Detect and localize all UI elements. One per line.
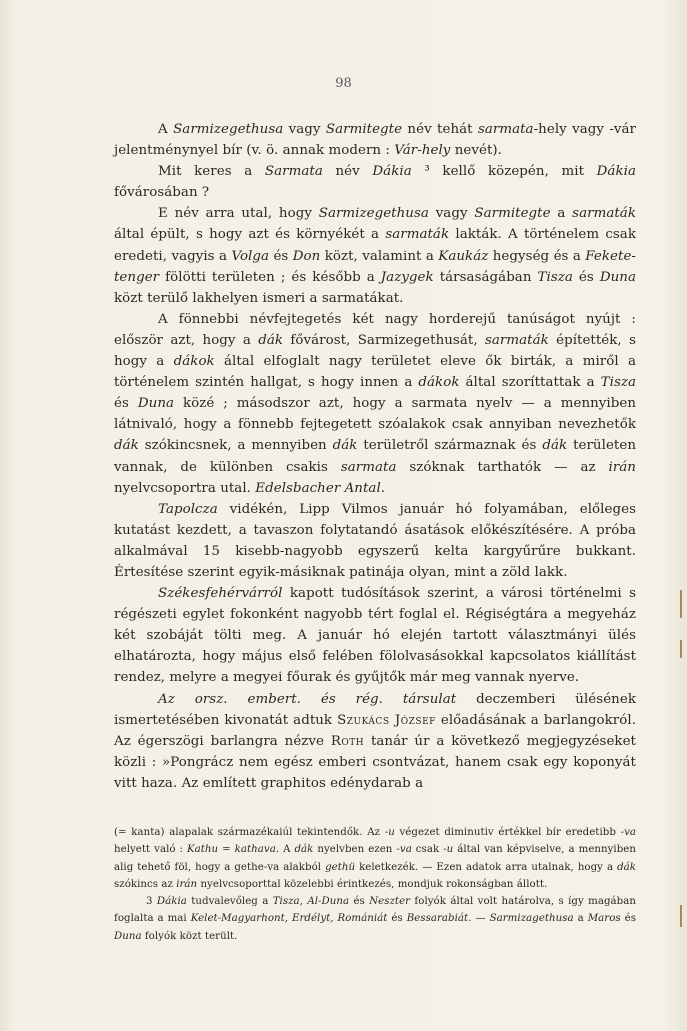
italic-run: Tisza (600, 375, 636, 391)
text-run: és (387, 913, 407, 925)
margin-mark (680, 640, 682, 658)
text-run: fővárost, Sarmizegethusát, (283, 332, 485, 348)
italic-run: Neszter (369, 896, 411, 908)
margin-mark (680, 590, 682, 618)
text-run: szókincsnek, a mennyiben (138, 438, 333, 454)
text-run: által van képviselve, a mennyiben alig tehető föl, hogy a gethe-va alakból (114, 844, 636, 873)
italic-run: Vár-hely (394, 143, 451, 159)
text-run: kapott tudósítások szerint, a városi történelmi s régészeti egylet fokonként nagyobb tért foglal el. Régiségtára a megyeház két szobáját tölti meg. A január hó elején tartott választmányi ülés elhatározta, hogy május első felében fölolvasásokkal kapcsolatos kiállítást rendez, melyre a megyei főurak és gyűjtők már meg vannak nyerve. (114, 586, 636, 686)
text-run: és (349, 896, 370, 908)
paragraph (114, 499, 636, 583)
text-run: 3 (146, 896, 157, 908)
italic-run: dák (294, 844, 314, 856)
text-run: területen vannak, de különben csakis (114, 438, 636, 475)
italic-run: dák (617, 861, 636, 873)
text-run: és (620, 913, 636, 925)
text-run: nyelvcsoportra utal. (114, 480, 256, 496)
footnote (114, 893, 636, 945)
text-run: vagy (283, 122, 326, 137)
italic-run: Kelet-Magyarhont, Erdélyt, Romániát (190, 913, 388, 925)
italic-run: Dákia (596, 164, 636, 180)
text-run: által elfoglalt nagy területet eleve ők birták, a miről a történelem szintén hallgat, s hogy innen a (114, 354, 637, 391)
text-run: helyett való : (114, 844, 187, 856)
text-run: vidékén, Lipp Vilmos január hó folyamában, előleges kutatást kezdett, a tavaszon folytatandó ásatások előkészítésére. A próba alkalmával 15 kisebb-nagyobb egyszerű kelta kargyűrűre bukkant. Értesítése szerint egyik-másiknak patinája olyan, mint a zöld lakk. (114, 501, 636, 580)
text-run: keletkezék. — Ezen adatok arra utalnak, hogy a (355, 861, 618, 873)
paragraph (114, 309, 636, 499)
italic-run: Kathu = kathava. (187, 844, 280, 856)
italic-run: sarmaták (572, 206, 636, 222)
italic-run: sarmata (477, 122, 534, 137)
text-run: végezet diminutiv értékkel bír eredetibb (394, 827, 621, 838)
text-run: tanár úr a következő megjegyzéseket közli : »Pongrácz nem egész emberi csontvázat, hanem csak egy koponyát vitt haza. Az említett graphitos edénydarab a (114, 733, 636, 791)
italic-run: -u (384, 827, 395, 838)
text-run: Mit keres a (158, 164, 265, 180)
text-run: lakták. A történelem csak eredeti, vagyis a (114, 227, 636, 264)
main-text (114, 119, 636, 794)
italic-run: Dákia (156, 896, 187, 908)
text-run: deczemberi ülésének ismertetésében kivonatát adtuk (114, 691, 636, 728)
text-run: folyók által volt határolva, s így magában foglalta a mai (114, 896, 636, 925)
text-run: , (299, 896, 308, 908)
italic-run: Al-Duna (307, 896, 350, 908)
name-run: Roth (330, 733, 365, 749)
page-number: 98 (335, 76, 352, 91)
italic-run: Fekete-tenger (114, 248, 636, 285)
italic-run: sarmaták (385, 227, 450, 243)
italic-run: Tisza (272, 896, 300, 908)
italic-run: dákok (418, 375, 460, 391)
text-run: fölötti területen ; és később a (159, 269, 381, 285)
text-run: -hely vagy -vár jelentménynyel bír (v. ö. annak modern : (114, 122, 637, 159)
text-run: a (550, 206, 573, 222)
paragraph (114, 119, 636, 161)
italic-run: Sarmata (264, 164, 323, 180)
text-run: által szoríttattak a (459, 375, 601, 391)
text-run: közt, valamint a (320, 248, 439, 264)
text-run: közé ; másodszor azt, hogy a sarmata nyelv — a mennyiben látnivaló, hogy a fönnebb fejtegetett szóalakok csak annyiban nevezhetők (114, 396, 637, 433)
italic-run: Sarmizegethusa (318, 206, 429, 222)
name-run: Szukács József (337, 712, 436, 728)
text-run: építették, s hogy a (114, 332, 636, 370)
italic-run: Sarmitegte (325, 122, 403, 137)
text-run: szóknak tarthatók — az (396, 459, 609, 475)
text-run: A fönnebbi névfejtegetés két nagy horderejű tanúságot nyújt : először azt, hogy a (114, 311, 636, 348)
italic-run: irán (176, 878, 198, 890)
italic-run: dák (114, 438, 139, 454)
italic-run: irán (608, 459, 636, 475)
text-run: A (158, 122, 174, 137)
text-run: közt terülő lakhelyen ismeri a sarmatákat. (114, 290, 404, 306)
italic-run: -va (620, 827, 636, 838)
italic-run: Duna (114, 930, 142, 942)
italic-run: sarmaták (484, 332, 549, 348)
text-run: csak (411, 844, 444, 856)
italic-run: Tisza (537, 269, 573, 285)
italic-run: Dákia (372, 164, 412, 180)
italic-run: Don (292, 248, 321, 264)
italic-run: Kaukáz (438, 248, 489, 264)
footnote (114, 824, 636, 893)
text-run: a (573, 913, 588, 925)
text-run: A (279, 844, 295, 856)
italic-run: sarmata (340, 459, 397, 475)
text-run: előadásának a barlangokról. Az égerszögi barlangra nézve (114, 712, 636, 749)
italic-run: Edelsbacher Antal. (255, 480, 386, 496)
italic-run: Az orsz. embert. és rég. társulat (158, 691, 457, 707)
italic-run: Tapolcza (158, 501, 218, 517)
text-run: nyelvben ezen (313, 844, 397, 856)
text-run: név (322, 164, 373, 180)
text-run: név tehát (402, 122, 478, 137)
text-run: tudvalevőleg a (186, 896, 273, 908)
footnotes (114, 824, 636, 945)
paragraph (114, 689, 636, 794)
italic-run: Duna (137, 396, 175, 412)
text-run: — (471, 913, 490, 925)
italic-run: Sarmizagethusa (489, 913, 574, 925)
italic-run: Jazygek (380, 269, 434, 285)
italic-run: -u (443, 844, 454, 856)
paragraph (114, 583, 636, 688)
text-run: fővárosában ? (114, 185, 210, 201)
italic-run: dák (542, 438, 568, 454)
text-run: és (572, 269, 600, 285)
italic-run: Sarmizegethusa (173, 122, 284, 137)
text-run: társaságában (433, 269, 538, 285)
paragraph (114, 161, 636, 203)
italic-run: Székesfehérvárról (158, 586, 283, 602)
text-run: által épült, s hogy azt és környékét a (114, 227, 386, 243)
margin-mark (680, 905, 682, 927)
italic-run: dák (258, 332, 284, 348)
text-run: folyók közt terült. (141, 930, 238, 942)
italic-run: gethü (325, 861, 356, 873)
text-run: nyelvcsoporttal közelebbi érintkezés, mondjuk rokonságban állott. (197, 878, 548, 890)
text-run: hegység és a (488, 248, 586, 264)
text-run: (= kanta) alapalak származékaiúl tekintendők. Az (114, 827, 385, 838)
italic-run: Duna (599, 269, 636, 285)
italic-run: Sarmitegte (474, 206, 551, 222)
paragraph (114, 203, 636, 308)
italic-run: dákok (173, 354, 215, 370)
text-run: E név arra utal, hogy (158, 206, 319, 222)
text-run: nevét). (450, 143, 502, 159)
text-run: és (114, 396, 138, 412)
text-run: területről származnak és (357, 438, 543, 454)
italic-run: dák (332, 438, 358, 454)
italic-run: -va (396, 844, 412, 856)
italic-run: Maros (587, 913, 621, 925)
italic-run: Volga (231, 248, 270, 264)
italic-run: Bessarabiát. (406, 913, 472, 925)
text-run: ³ kellő közepén, mit (411, 164, 597, 180)
text-run: és (269, 248, 293, 264)
text-run: szókincs az (114, 878, 177, 890)
text-run: vagy (428, 206, 475, 222)
